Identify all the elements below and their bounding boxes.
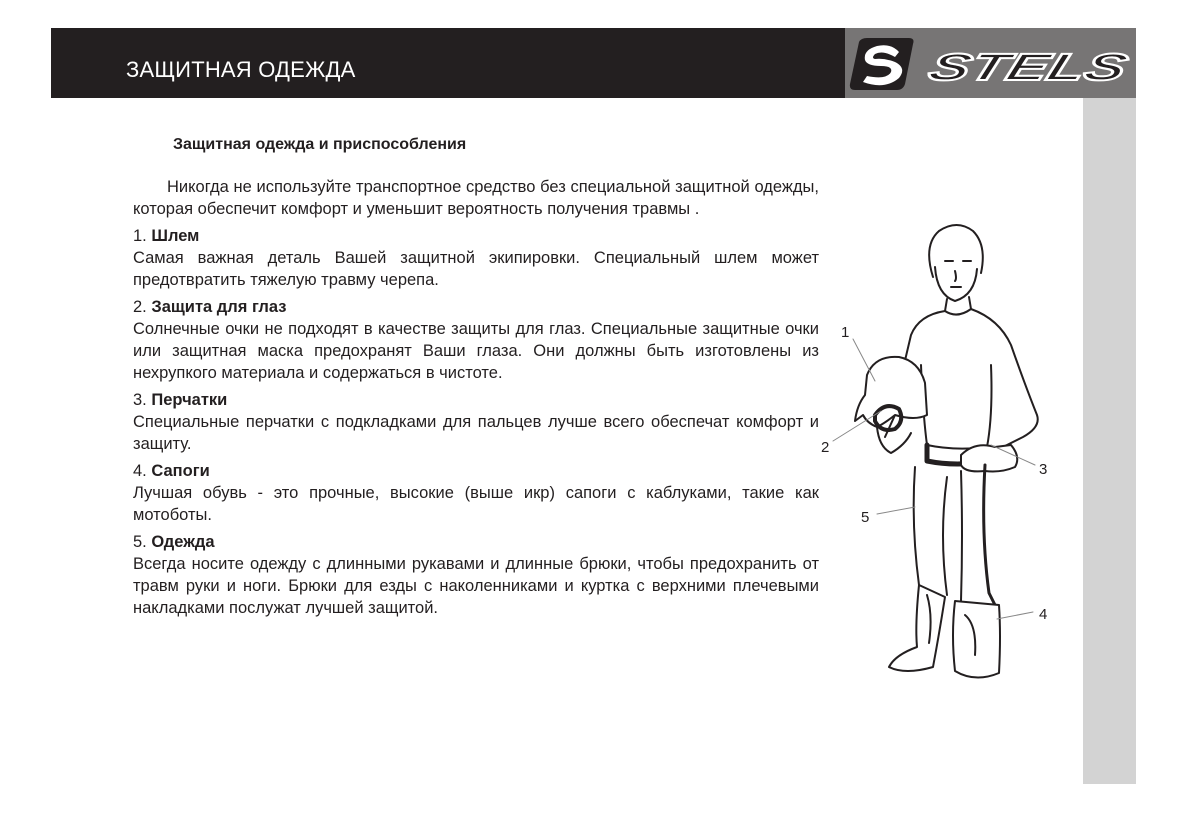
callout-1-helmet: 1	[841, 324, 850, 341]
section-number: 3.	[133, 391, 147, 409]
callout-2-eye-protection: 2	[821, 439, 830, 456]
callout-4-boots: 4	[1039, 606, 1048, 623]
section-text: Самая важная деталь Вашей защитной экипировки. Специальный шлем может предотвратить тяжелую травму черепа.	[133, 249, 819, 289]
document-body	[133, 134, 819, 619]
section-title: Перчатки	[151, 391, 228, 409]
page-header-bar	[51, 28, 845, 98]
section-number: 4.	[133, 462, 147, 480]
section-text: Солнечные очки не подходят в качестве защиты для глаз. Специальные защитные очки или защитная маска предохранят Ваши глаза. Они должны быть изготовлены из нехрупкого материала и содержаться в чистоте.	[133, 320, 819, 382]
section-clothing	[133, 531, 819, 619]
section-title: Одежда	[151, 533, 215, 551]
section-title: Шлем	[151, 227, 200, 245]
rider-illustration	[815, 215, 1075, 685]
section-title: Защита для глаз	[151, 298, 287, 316]
section-text: Лучшая обувь - это прочные, высокие (выше икр) сапоги с каблуками, такие как мотоботы.	[133, 484, 819, 524]
brand-logo-box	[845, 28, 1136, 98]
section-number: 2.	[133, 298, 147, 316]
section-subtitle: Защитная одежда и приспособления	[173, 136, 467, 153]
section-text: Специальные перчатки с подкладками для пальцев лучше всего обеспечат комфорт и защиту.	[133, 413, 819, 453]
section-gloves	[133, 389, 819, 455]
callout-3-gloves: 3	[1039, 461, 1048, 478]
side-gray-band	[1083, 98, 1136, 784]
callout-5-clothing: 5	[861, 509, 870, 526]
stels-logo-icon	[845, 28, 1136, 98]
section-helmet	[133, 225, 819, 291]
intro-paragraph: Никогда не используйте транспортное средство без специальной защитной одежды, которая обеспечит комфорт и уменьшит вероятность получения травмы .	[133, 178, 819, 218]
section-title: Сапоги	[151, 462, 210, 480]
section-text: Всегда носите одежду с длинными рукавами и длинные брюки, чтобы предохранить от травм руки и ноги. Брюки для езды с наколенниками и куртка с верхними плечевыми накладками послужат лучшей защитой.	[133, 555, 819, 617]
page-title: ЗАЩИТНАЯ ОДЕЖДА	[126, 57, 356, 82]
rider-figure-icon	[815, 215, 1075, 685]
section-eye-protection	[133, 296, 819, 384]
svg-text:STELS: STELS	[923, 46, 1060, 89]
section-number: 5.	[133, 533, 147, 551]
section-boots	[133, 460, 819, 526]
section-number: 1.	[133, 227, 147, 245]
